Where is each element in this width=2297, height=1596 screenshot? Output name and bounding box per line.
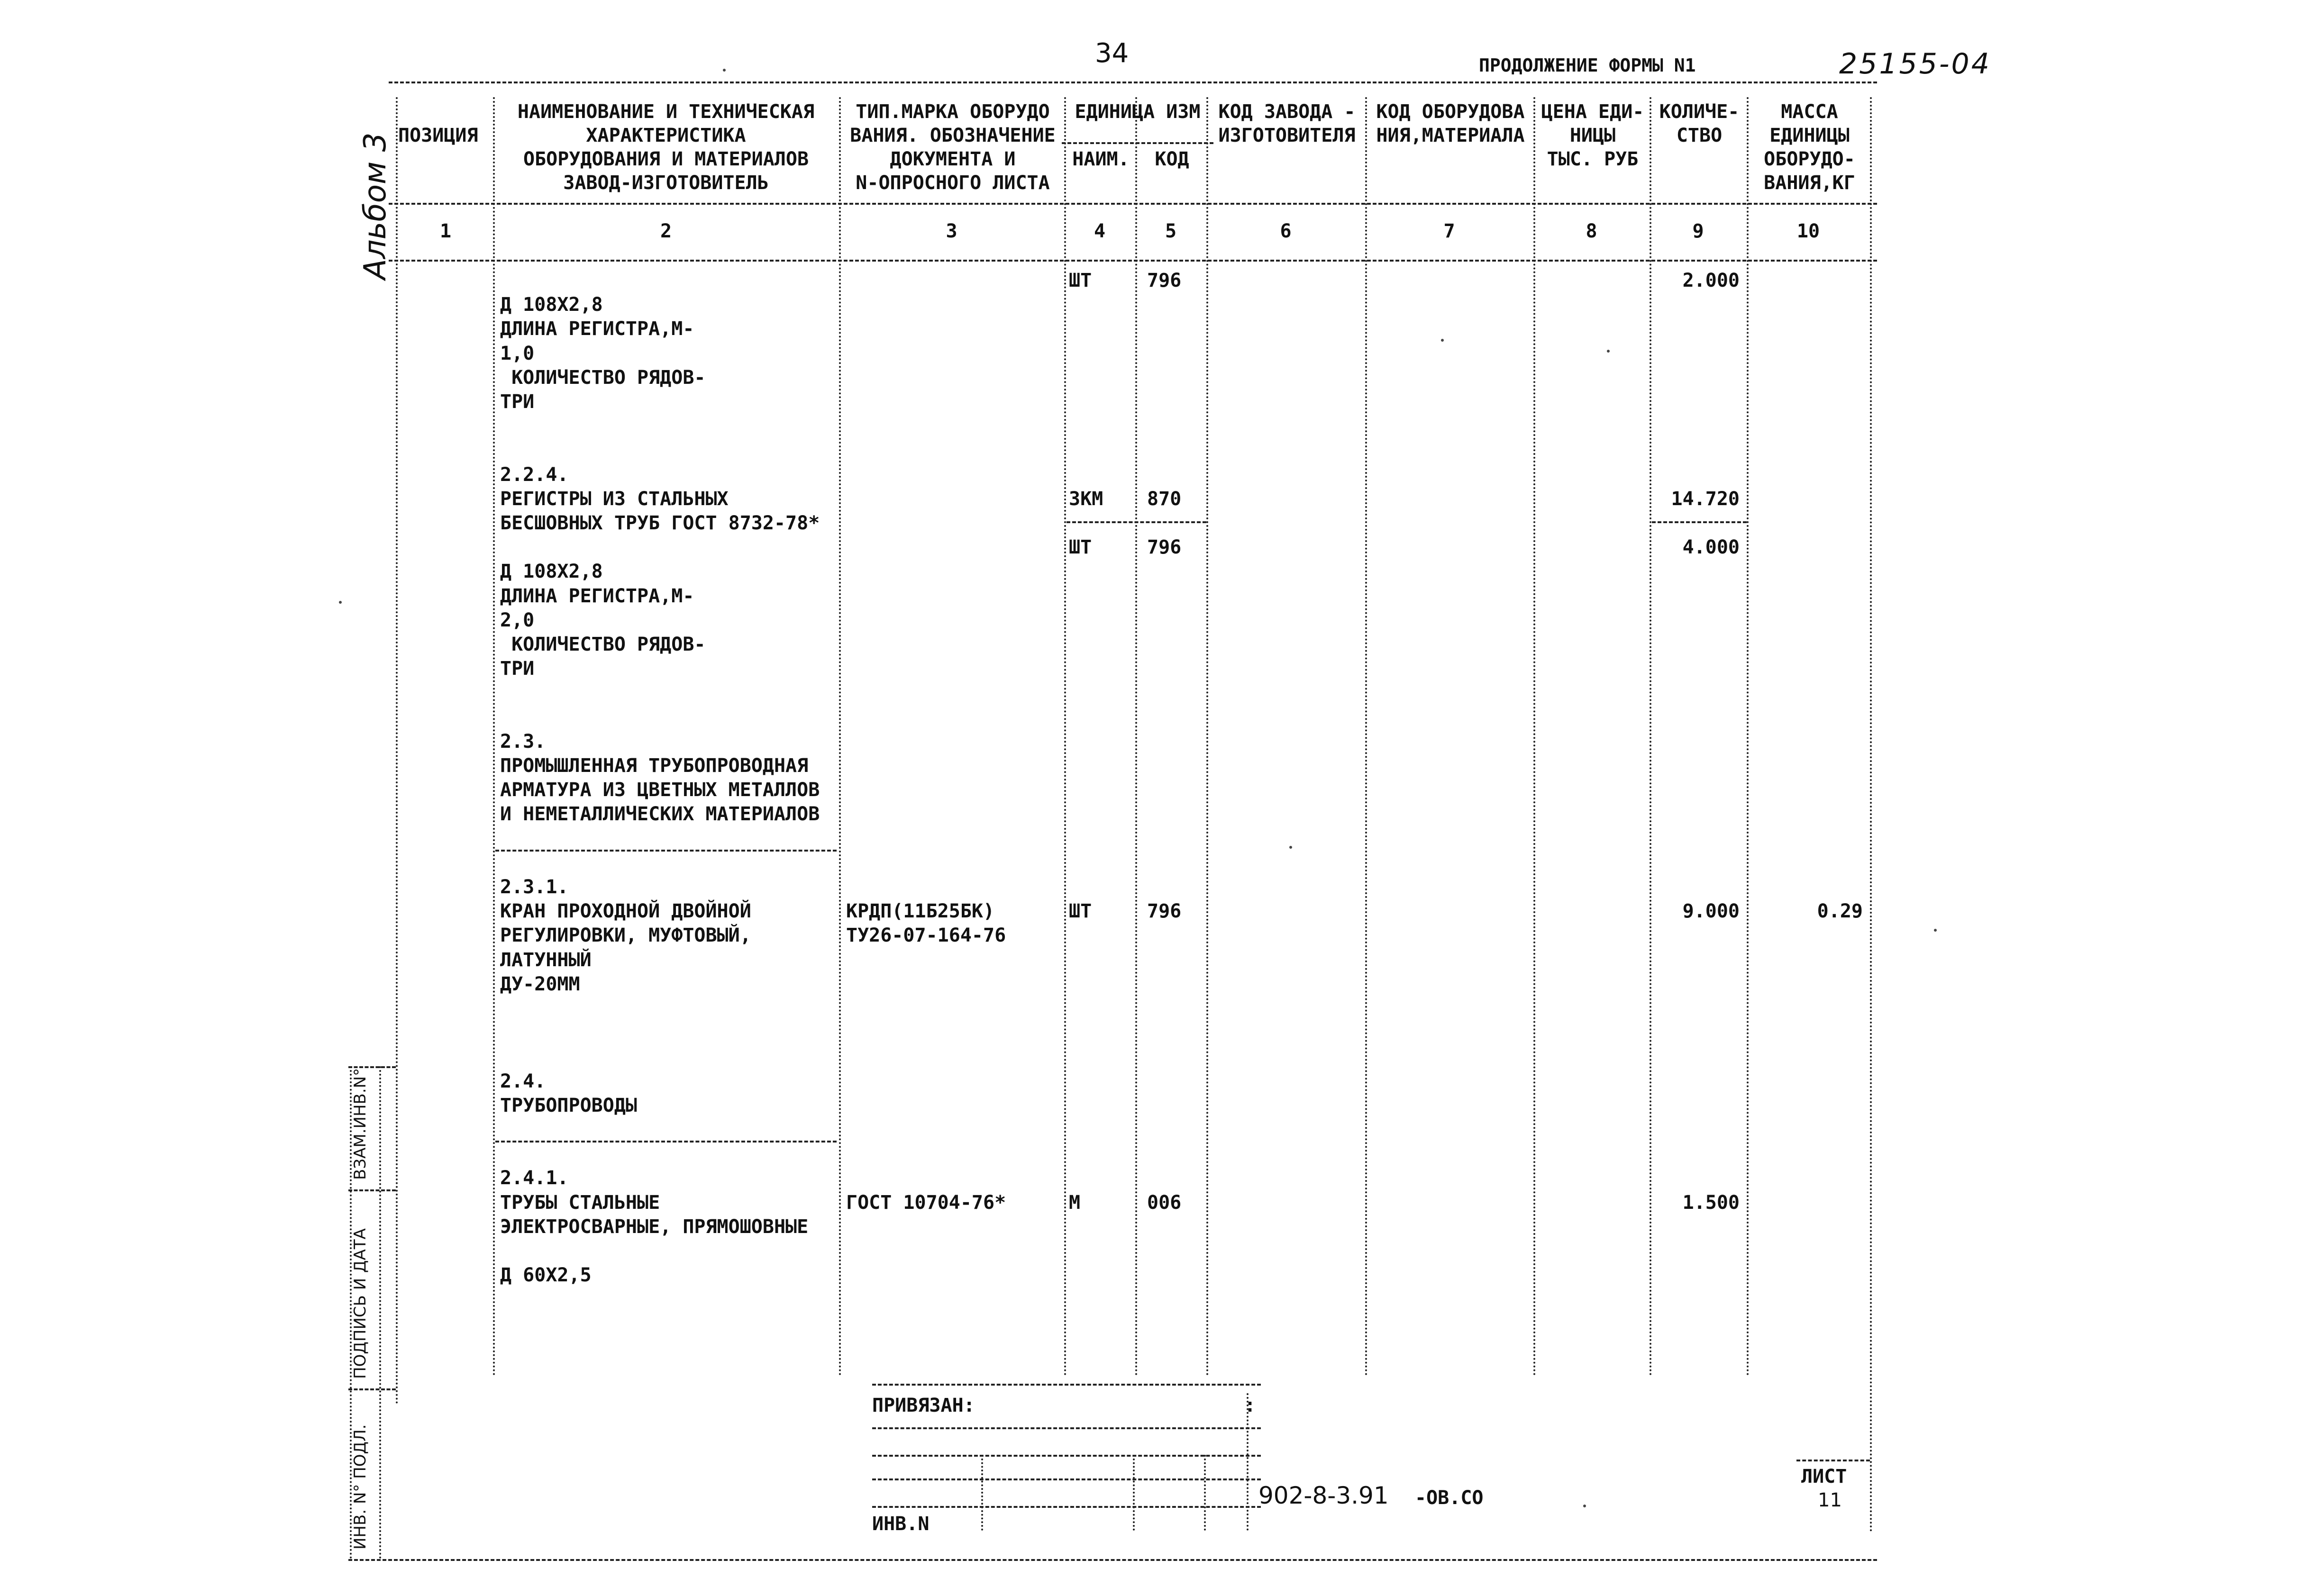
header-bottom-rule	[389, 203, 1877, 205]
header-col9-line2: СТВО	[1676, 125, 1723, 146]
row-name: ЭЛЕКТРОСВАРНЫЕ, ПРЯМОШОВНЫЕ	[500, 1216, 809, 1238]
row-unit-code: 006	[1147, 1192, 1182, 1214]
header-col8-line2: НИЦЫ	[1569, 125, 1616, 146]
col-sep-5	[1206, 97, 1208, 1377]
row-name: РЕГУЛИРОВКИ, МУФТОВЫЙ,	[500, 925, 751, 946]
section-divider-2-3	[495, 850, 837, 852]
row-unit: ШТ	[1069, 270, 1092, 291]
row-name: РЕГИСТРЫ ИЗ СТАЛЬНЫХ	[500, 488, 729, 510]
row-unit-code: 796	[1147, 536, 1182, 558]
column-number-9: 9	[1692, 220, 1704, 242]
row-name: КРАН ПРОХОДНОЙ ДВОЙНОЙ	[500, 900, 751, 922]
header-col7-line1: КОД ОБОРУДОВА	[1376, 101, 1525, 123]
scan-speck	[339, 601, 342, 604]
album-label: Альбом 3	[358, 132, 393, 280]
side-stamp-line-b	[379, 1066, 381, 1559]
row-unit: М	[1069, 1192, 1081, 1214]
scan-speck	[1441, 339, 1444, 342]
row-name: Д 108Х2,8	[500, 294, 603, 316]
stamp-sheet-rule	[1796, 1460, 1870, 1461]
header-col8-line1: ЦЕНА ЕДИ-	[1541, 101, 1644, 123]
header-col2-line2: ХАРАКТЕРИСТИКА	[586, 125, 746, 146]
header-col2-line4: ЗАВОД-ИЗГОТОВИТЕЛЬ	[563, 172, 769, 194]
row-name: БЕСШОВНЫХ ТРУБ ГОСТ 8732-78*	[500, 512, 820, 534]
side-stamp-sep-3	[348, 1388, 396, 1390]
row-name: 2.2.4.	[500, 464, 569, 486]
row-unit-code: 796	[1147, 900, 1182, 922]
column-number-8: 8	[1586, 220, 1597, 242]
row-unit: ШТ	[1069, 900, 1092, 922]
row-name: Д 60Х2,5	[500, 1264, 592, 1286]
section-divider-2-4	[495, 1141, 837, 1143]
stamp-sheet-number: 11	[1818, 1489, 1842, 1511]
column-number-3: 3	[946, 220, 957, 242]
stamp-sheet-label: ЛИСТ	[1801, 1466, 1847, 1487]
column-number-10: 10	[1796, 220, 1820, 242]
column-number-7: 7	[1443, 220, 1455, 242]
row-quantity: 1.500	[1682, 1192, 1740, 1214]
page-number: 34	[1095, 38, 1129, 69]
numbers-bottom-rule	[389, 260, 1877, 262]
top-rule	[389, 82, 1877, 83]
header-col10-line2: ЕДИНИЦЫ	[1769, 125, 1850, 146]
stamp-rule-3	[872, 1455, 1261, 1457]
col-sep-7	[1533, 97, 1535, 1377]
stamp-rule-4	[872, 1478, 1261, 1480]
col-sep-3	[1064, 97, 1066, 1377]
stamp-col-d	[1247, 1393, 1249, 1531]
row-unit: ШТ	[1069, 536, 1092, 558]
row-name: ТРУБЫ СТАЛЬНЫЕ	[500, 1192, 660, 1214]
row-name: И НЕМЕТАЛЛИЧЕСКИХ МАТЕРИАЛОВ	[500, 803, 820, 825]
unit-divider-2-2-4	[1066, 521, 1206, 523]
row-unit: ЗКМ	[1069, 488, 1103, 510]
row-quantity: 2.000	[1682, 270, 1740, 291]
header-col3-line2: ВАНИЯ. ОБОЗНАЧЕНИЕ	[850, 125, 1056, 146]
col-sep-left	[396, 97, 398, 1405]
header-col8-line3: ТЫС. РУБ	[1547, 148, 1639, 170]
qty-divider-2-2-4	[1652, 521, 1747, 523]
col-sep-9	[1747, 97, 1749, 1377]
column-number-4: 4	[1094, 220, 1106, 242]
row-quantity: 4.000	[1682, 536, 1740, 558]
row-quantity: 9.000	[1682, 900, 1740, 922]
scan-speck	[723, 69, 726, 72]
header-col3-line4: N-ОПРОСНОГО ЛИСТА	[856, 172, 1050, 194]
side-label-signature-date: ПОДПИСЬ И ДАТА	[351, 1228, 370, 1379]
row-name: Д 108Х2,8	[500, 561, 603, 582]
col-sep-4	[1135, 97, 1137, 1377]
row-name: 2,0	[500, 609, 535, 631]
row-name: ЛАТУННЫЙ	[500, 949, 592, 971]
row-name: 2.3.	[500, 731, 546, 753]
header-col6-line1: КОД ЗАВОДА -	[1218, 101, 1356, 123]
column-number-1: 1	[439, 220, 452, 242]
scan-speck	[1583, 1505, 1586, 1507]
column-number-2: 2	[660, 220, 672, 242]
stamp-col-a	[981, 1455, 983, 1531]
col-sep-8	[1650, 97, 1651, 1377]
scan-speck	[1607, 350, 1610, 353]
scan-speck	[1289, 846, 1292, 849]
stamp-col-c	[1204, 1455, 1206, 1531]
stamp-privyazan-colon: :	[1244, 1395, 1256, 1416]
row-name: 2.4.1.	[500, 1167, 569, 1189]
side-label-vzam-inv: ВЗАМ.ИНВ.N°	[351, 1068, 370, 1180]
row-quantity: 14.720	[1671, 488, 1740, 510]
row-type-doc: ГОСТ 10704-76*	[846, 1192, 1006, 1214]
header-col6-line2: ИЗГОТОВИТЕЛЯ	[1218, 125, 1356, 146]
header-col2-line1: НАИМЕНОВАНИЕ И ТЕХНИЧЕСКАЯ	[517, 101, 815, 123]
header-col10-line1: МАССА	[1781, 101, 1838, 123]
side-label-inv-podl: ИНВ. N° ПОДЛ.	[351, 1424, 370, 1550]
header-col3-line3: ДОКУМЕНТА И	[890, 148, 1016, 170]
unit-subdivider	[1062, 142, 1213, 144]
header-col3-line1: ТИП.МАРКА ОБОРУДО	[856, 101, 1050, 123]
row-name: АРМАТУРА ИЗ ЦВЕТНЫХ МЕТАЛЛОВ	[500, 779, 820, 801]
stamp-suffix: -ОВ.СО	[1415, 1487, 1484, 1509]
row-name: ТРИ	[500, 658, 535, 680]
row-mass: 0.29	[1817, 900, 1863, 922]
stamp-inv-label: ИНВ.N	[872, 1513, 930, 1535]
document-number: 25155-04	[1839, 47, 1991, 81]
page-bottom-rule	[348, 1559, 1877, 1561]
scan-speck	[1934, 929, 1937, 932]
header-col9-line1: КОЛИЧЕ-	[1659, 101, 1740, 123]
header-col10-line4: ВАНИЯ,КГ	[1764, 172, 1855, 194]
row-name: ПРОМЫШЛЕННАЯ ТРУБОПРОВОДНАЯ	[500, 755, 809, 777]
side-stamp-sep-2	[348, 1189, 396, 1191]
row-unit-code: 796	[1147, 270, 1182, 291]
stamp-col-b	[1133, 1455, 1135, 1531]
row-name: ДУ-20ММ	[500, 973, 580, 995]
header-col10-line3: ОБОРУДО-	[1764, 148, 1855, 170]
stamp-rule-5	[872, 1506, 1261, 1508]
row-name: 1,0	[500, 343, 535, 364]
row-name: ДЛИНА РЕГИСТРА,М-	[500, 585, 694, 607]
row-type-doc: ТУ26-07-164-76	[846, 925, 1006, 946]
header-col4: НАИМ.	[1072, 148, 1130, 170]
stamp-rule-2	[872, 1427, 1261, 1429]
column-number-5: 5	[1165, 220, 1177, 242]
row-name: ДЛИНА РЕГИСТРА,М-	[500, 318, 694, 340]
header-col5: КОД	[1155, 148, 1189, 170]
column-number-6: 6	[1280, 220, 1292, 242]
row-name: ТРУБОПРОВОДЫ	[500, 1095, 637, 1116]
stamp-privyazan: ПРИВЯЗАН:	[872, 1395, 975, 1416]
row-name: КОЛИЧЕСТВО РЯДОВ-	[500, 367, 706, 389]
header-unit-group: ЕДИНИЦА ИЗМ	[1075, 101, 1201, 123]
header-col2-line3: ОБОРУДОВАНИЯ И МАТЕРИАЛОВ	[523, 148, 809, 170]
row-unit-code: 870	[1147, 488, 1182, 510]
row-type-doc: КРДП(11Б25БК)	[846, 900, 995, 922]
col-sep-2	[839, 97, 841, 1377]
row-name: 2.3.1.	[500, 876, 569, 898]
col-sep-1	[493, 97, 495, 1377]
continuation-title: ПРОДОЛЖЕНИЕ ФОРМЫ N1	[1479, 55, 1696, 76]
header-col1: ПОЗИЦИЯ	[398, 125, 478, 146]
col-sep-6	[1365, 97, 1367, 1377]
stamp-designation: 902-8-3.91	[1258, 1482, 1389, 1509]
col-sep-right	[1870, 97, 1872, 1533]
row-name: 2.4.	[500, 1070, 546, 1092]
header-col7-line2: НИЯ,МАТЕРИАЛА	[1376, 125, 1525, 146]
row-name: ТРИ	[500, 391, 535, 413]
row-name: КОЛИЧЕСТВО РЯДОВ-	[500, 634, 706, 655]
stamp-top-rule	[872, 1384, 1261, 1386]
